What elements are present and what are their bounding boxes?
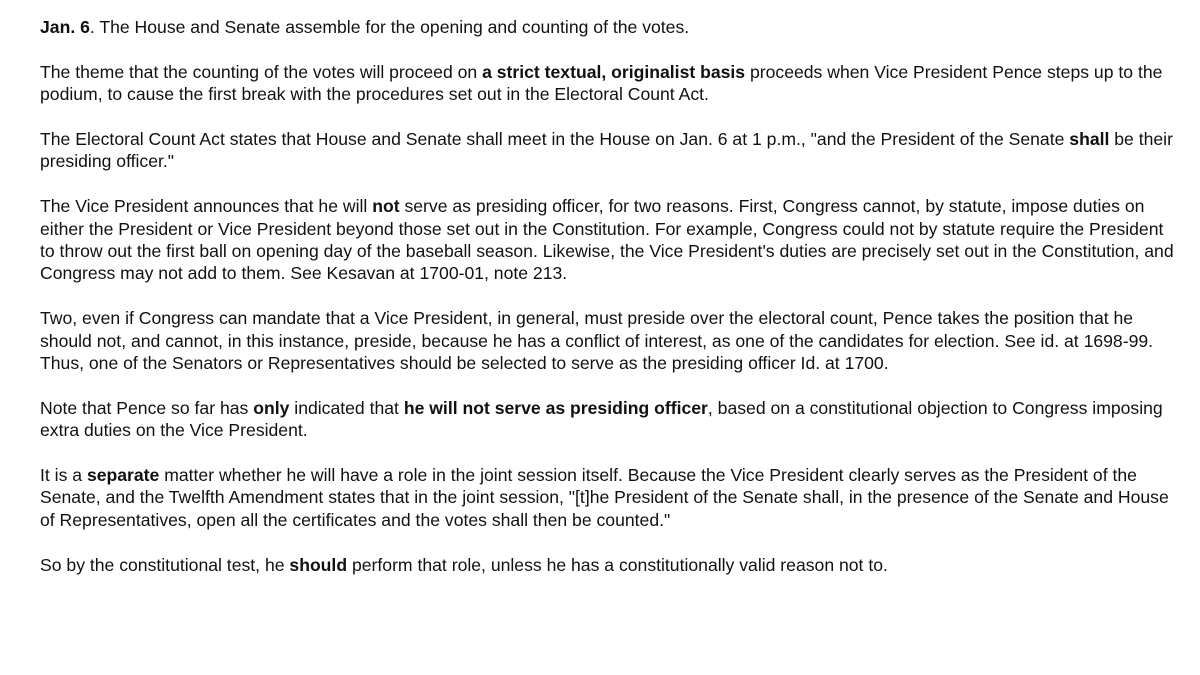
paragraph-text: It is a [40,465,87,486]
bold-emphasis: he will not serve as presiding officer [403,397,708,418]
paragraph-jan6 [40,16,1180,38]
paragraph-text: serve as presiding officer, for two reasons. First, Congress cannot, by statute, impose duties on either the President or Vice President beyond those set out in the Constitution. For example, Congress could not by statute require the President to throw out the first ball on opening day of the baseball season. Likewise, the Vice President's duties are precisely set out in the Constitution, and Congress may not add to them. See Kesavan at 1700-01, note 213. [40,196,1174,284]
bold-emphasis: should [289,554,348,575]
paragraph-text: , based on a constitutional objection to Congress imposing extra duties on the Vice President. [40,397,1163,441]
paragraph-theme [40,61,1180,106]
paragraph-text: indicated that [289,397,404,418]
paragraph-text: The Electoral Count Act states that House and Senate shall meet in the House on Jan. 6 at 1 p.m., "and the President of the Senate [40,129,1070,149]
paragraph-text: The theme that the counting of the votes will proceed on [40,61,483,82]
bold-emphasis: a strict textual, originalist basis [482,61,746,82]
paragraph-text: Two, even if Congress can mandate that a Vice President, in general, must preside over the electoral count, Pence takes the position that he should not, and cannot, in this instance, preside, because he has a conflict of interest, as one of the candidates for election. See id. at 1698-99. Thus, one of the Senators or Representatives should be selected to serve as the presiding officer Id. at 1700. [40,308,1154,374]
paragraph-text: So by the constitutional test, he [40,554,290,575]
paragraph-text: be their presiding officer." [40,129,1173,172]
bold-emphasis: not [372,196,400,217]
paragraph-text: . The House and Senate assemble for the opening and counting of the votes. [89,17,690,37]
paragraph-conclusion [40,554,1180,576]
paragraph-two [40,307,1180,374]
paragraph-text: proceeds when Vice President Pence steps up to the podium, to cause the first break with the procedures set out in the Electoral Count Act. [40,61,1163,105]
paragraph-text: matter whether he will have a role in the joint session itself. Because the Vice President clearly serves as the President of the Senate, and the Twelfth Amendment states that in the joint session, "[t]he President of the Senate shall, in the presence of the Senate and House of Representatives, open all the certificates and the votes shall then be counted." [40,465,1169,530]
date-heading: Jan. 6 [40,17,90,37]
paragraph-separate-matter [40,464,1180,531]
document-body [40,16,1180,576]
paragraph-text: Note that Pence so far has [40,397,254,418]
paragraph-text: The Vice President announces that he will [40,196,373,217]
bold-emphasis: shall [1069,129,1110,149]
paragraph-electoral-count-act [40,128,1180,173]
paragraph-note [40,397,1180,442]
paragraph-text: perform that role, unless he has a constitutionally valid reason not to. [347,554,888,575]
bold-emphasis: only [253,397,290,418]
bold-emphasis: separate [86,465,160,486]
paragraph-vp-announces [40,195,1180,285]
